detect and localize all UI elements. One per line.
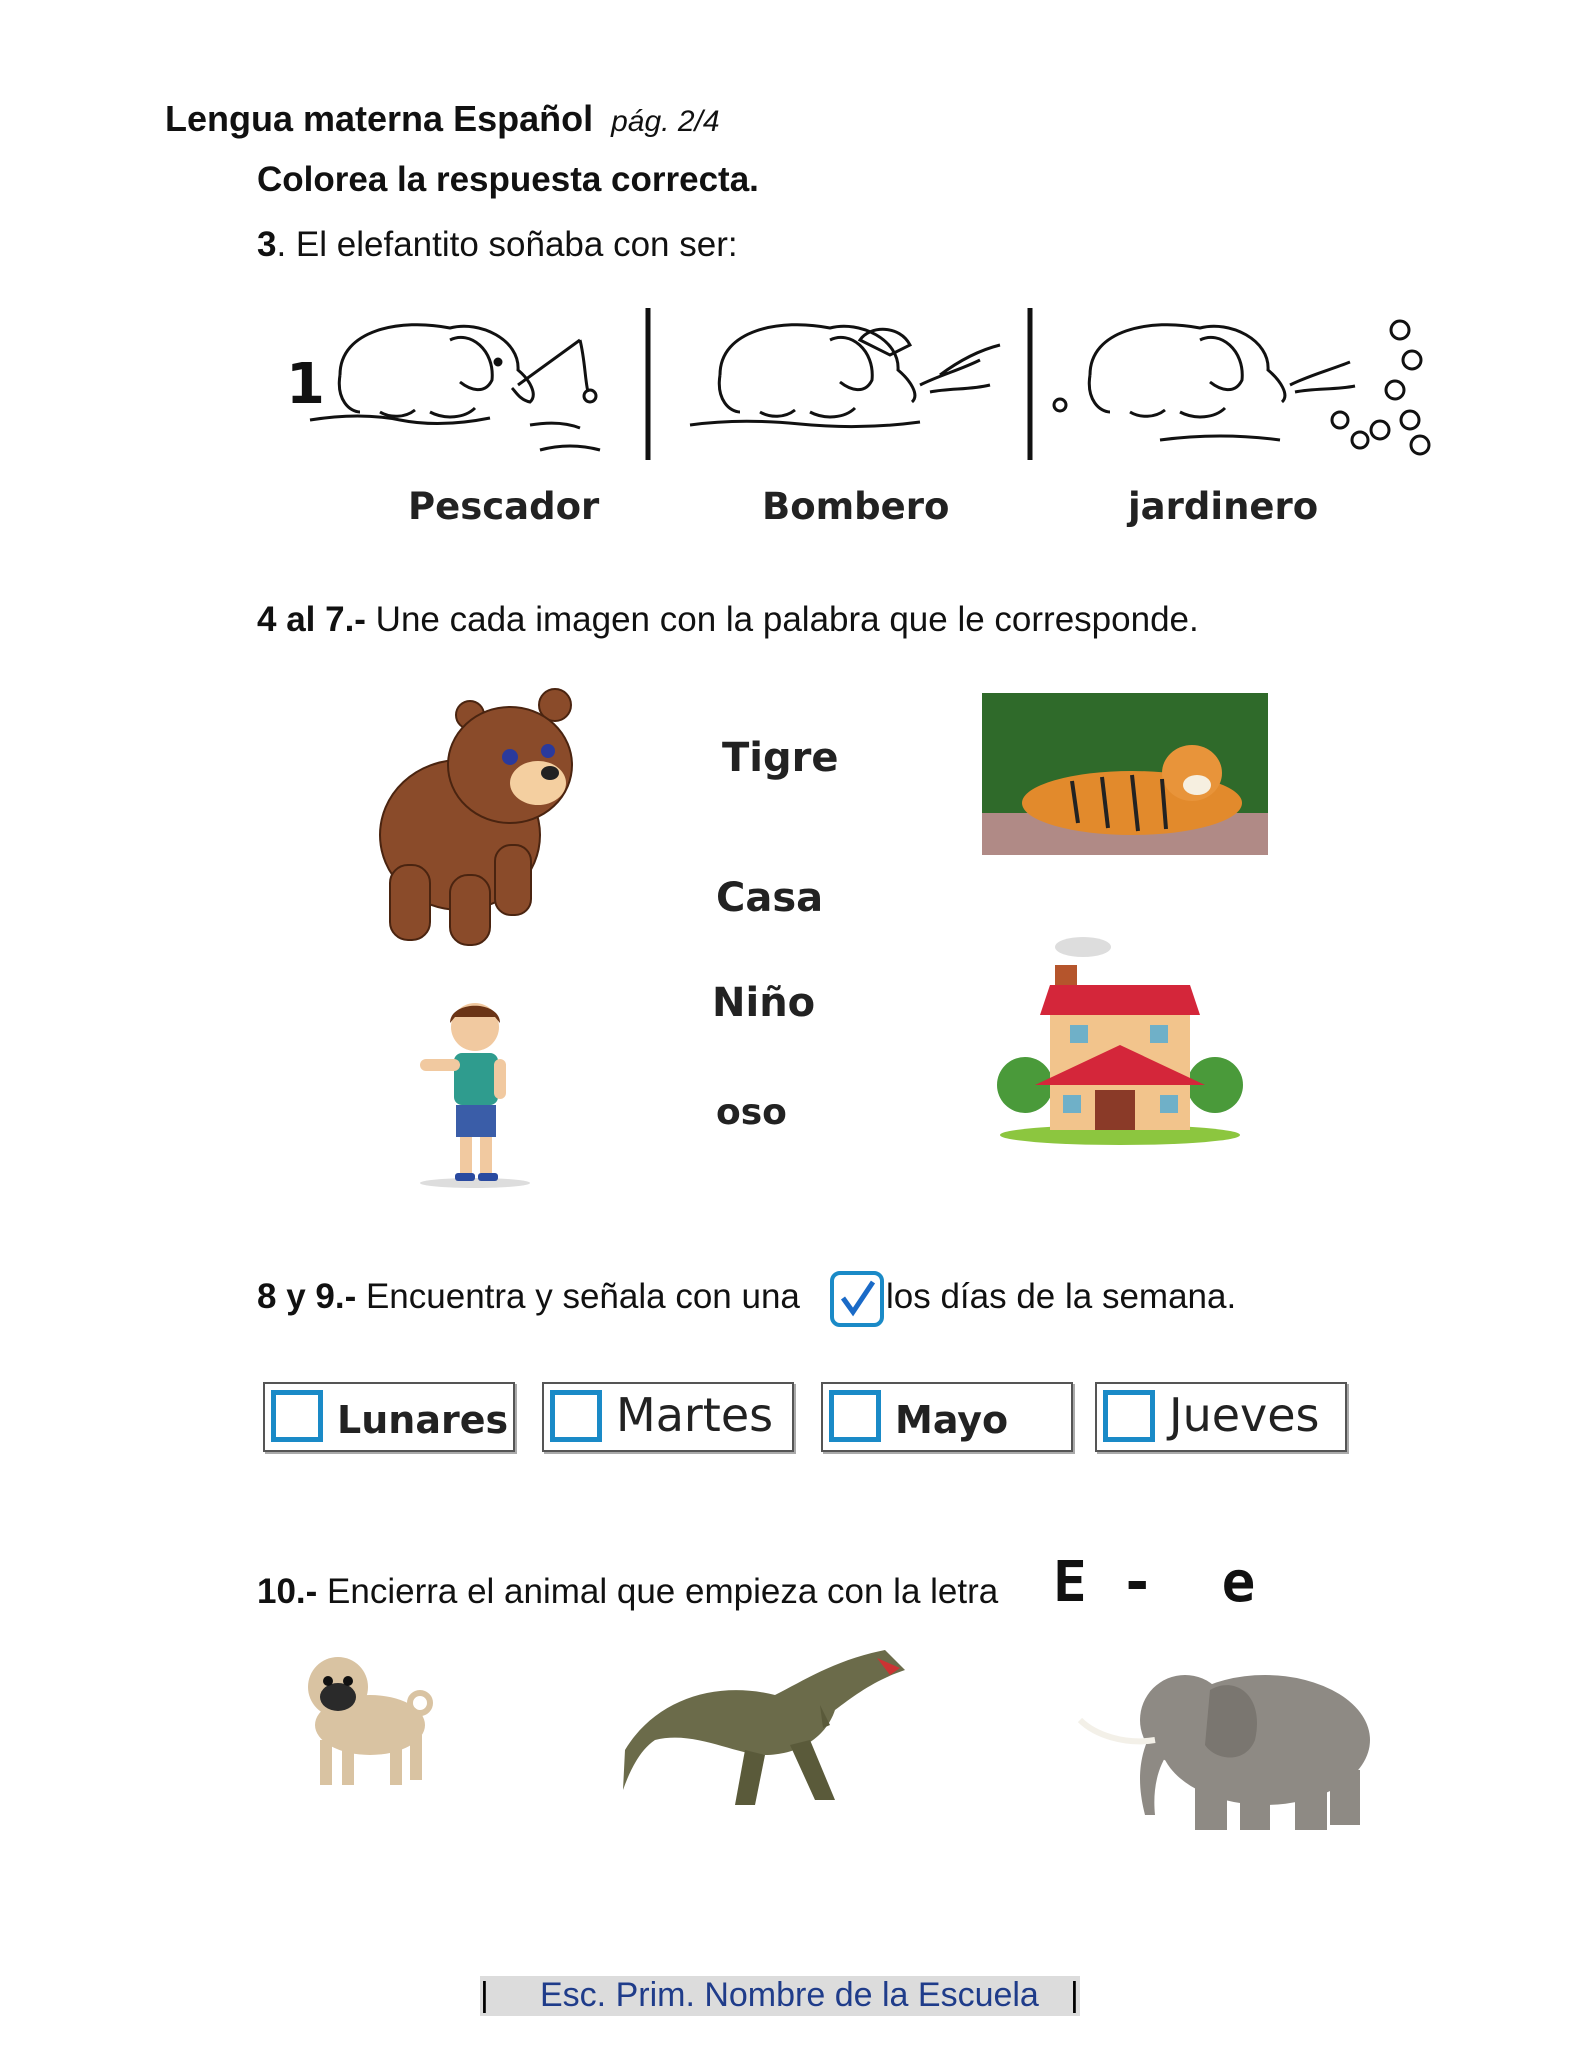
house-image[interactable] bbox=[995, 935, 1245, 1145]
question-8-9-number: 8 y 9.- bbox=[257, 1277, 357, 1316]
option-jardinero[interactable]: jardinero bbox=[1128, 485, 1319, 528]
day-label: Lunares bbox=[337, 1398, 509, 1442]
question-4-7-text: Une cada imagen con la palabra que le corresponde. bbox=[365, 600, 1199, 639]
elephant-image[interactable] bbox=[1075, 1655, 1385, 1835]
checkmark-icon bbox=[829, 1270, 885, 1328]
question-3-number: 3 bbox=[257, 225, 277, 264]
day-label: Martes bbox=[616, 1388, 774, 1442]
question-8-9 bbox=[257, 1277, 800, 1317]
elephant-firefighter-drawing bbox=[690, 325, 1000, 427]
word-casa[interactable]: Casa bbox=[716, 875, 824, 921]
page-number: pág. 2/4 bbox=[611, 105, 720, 138]
tiger-image[interactable] bbox=[982, 693, 1268, 855]
letters-e: E - e bbox=[1053, 1550, 1256, 1615]
question-8-9-text-after: los días de la semana. bbox=[886, 1277, 1237, 1316]
checkbox[interactable] bbox=[271, 1390, 323, 1442]
day-option-jueves[interactable] bbox=[1095, 1382, 1347, 1452]
word-tigre[interactable]: Tigre bbox=[722, 735, 839, 781]
day-option-mayo[interactable] bbox=[821, 1382, 1073, 1452]
footer-school bbox=[480, 1976, 1080, 2016]
page-header bbox=[165, 98, 720, 140]
checkbox[interactable] bbox=[550, 1390, 602, 1442]
question-3 bbox=[257, 225, 738, 265]
question-8-9-text-before: Encuentra y señala con una bbox=[356, 1277, 800, 1316]
question-4-7 bbox=[257, 600, 1199, 640]
question-4-7-number: 4 al 7.- bbox=[257, 600, 366, 639]
word-nino[interactable]: Niño bbox=[712, 980, 816, 1026]
elephant-fisher-drawing bbox=[310, 325, 600, 450]
checkbox[interactable] bbox=[829, 1390, 881, 1442]
dinosaur-image[interactable] bbox=[615, 1640, 915, 1815]
question-10 bbox=[257, 1572, 998, 1612]
instruction: Colorea la respuesta correcta. bbox=[257, 160, 759, 199]
elephant-drawings bbox=[280, 300, 1440, 470]
bear-image[interactable] bbox=[360, 675, 580, 955]
day-option-martes[interactable] bbox=[542, 1382, 794, 1452]
elephant-gardener-drawing bbox=[1054, 321, 1429, 454]
subject-title: Lengua materna Español bbox=[165, 98, 594, 139]
day-label: Jueves bbox=[1169, 1388, 1320, 1442]
question-10-text: Encierra el animal que empieza con la letra bbox=[317, 1572, 999, 1611]
option-bombero[interactable]: Bombero bbox=[762, 485, 950, 528]
option-pescador[interactable]: Pescador bbox=[408, 485, 600, 528]
word-oso[interactable]: oso bbox=[716, 1092, 787, 1133]
boy-image[interactable] bbox=[410, 995, 540, 1190]
pug-image[interactable] bbox=[290, 1645, 440, 1795]
day-label: Mayo bbox=[895, 1398, 1009, 1442]
footer-bar-left: | bbox=[480, 1976, 489, 2014]
elephant-illustrations bbox=[280, 300, 1440, 470]
day-option-lunares[interactable] bbox=[263, 1382, 515, 1452]
school-name: Esc. Prim. Nombre de la Escuela bbox=[540, 1976, 1039, 2014]
question-10-number: 10.- bbox=[257, 1572, 318, 1611]
question-3-text: . El elefantito soñaba con ser: bbox=[276, 225, 738, 264]
checkbox[interactable] bbox=[1103, 1390, 1155, 1442]
number-one-label: 1 bbox=[286, 352, 325, 417]
footer-bar-right: | bbox=[1070, 1976, 1079, 2014]
